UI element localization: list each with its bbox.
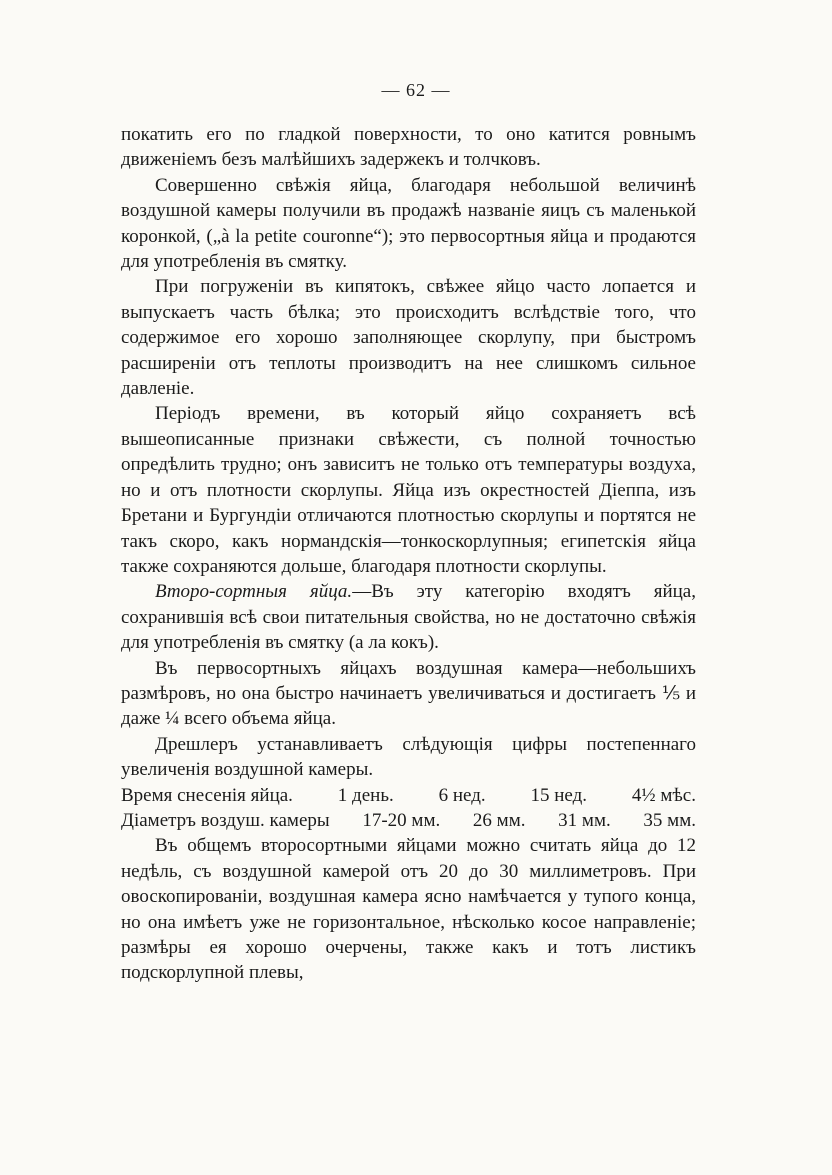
table-cell: 31 мм. [558,809,611,831]
table-cell: 26 мм. [472,809,526,831]
body-text [121,122,696,986]
paragraph-3: При погруженiи въ кипятокъ, свѣжее яйцо часто лопается и выпускаетъ часть бѣлка; это происходитъ вслѣдствiе того, что содержимое его хорошо заполняющее скорлупу, при быстромъ расширенiи отъ теплоты производитъ на нее слишкомъ сильное давленiе. [121,276,696,400]
table-cell: 17-20 мм. [362,809,441,831]
table-cell: Дiаметръ воздуш. камеры [121,809,330,831]
table-row-diameter [121,808,696,833]
paragraph-2: Совершенно свѣжiя яйца, благодаря небольшой величинѣ воздушной камеры получили въ продажѣ названiе яицъ съ маленькой коронкой, („à la petite couronne“); это первосортныя яйца и продаются для употребленiя въ смятку. [121,174,696,273]
paragraph-6: Въ первосортныхъ яйцахъ воздушная камера—небольшихъ размѣровъ, но она быстро начинаетъ увеличиваться и достигаетъ ⅕ и даже ¼ всего объема яйца. [121,657,696,730]
section-heading-second-grade: Второ-сортныя яйца. [155,581,353,603]
page-number: — 62 — [381,80,451,100]
table-cell: Время снесенiя яйца. [121,784,293,806]
paragraph-1: покатить его по гладкой поверхности, то оно катится ровнымъ движенiемъ безъ малѣйшихъ задержекъ и толчковъ. [121,124,696,171]
table-cell: 1 день. [337,784,394,806]
paragraph-4: Перiодъ времени, въ который яйцо сохраняетъ всѣ вышеописанные признаки свѣжести, съ полной точностью опредѣлить трудно; онъ зависитъ не только отъ температуры воздуха, но и отъ плотности скорлупы. Яйца изъ окрестностей Дiеппа, изъ Бретани и Бургундiи отличаются плотностью скорлупы и портятся не такъ скоро, какъ нормандскiя—тонкоскорлупныя; египетскiя яйца также сохраняются дольше, благодаря плотности скорлупы. [121,403,696,577]
table-row-time [121,783,696,808]
table-cell: 6 нед. [438,784,486,806]
paragraph-5 [121,579,696,655]
air-chamber-table [121,783,696,834]
paragraph-7: Дрешлеръ устанавливаетъ слѣдующiя цифры постепеннаго увеличенiя воздушной камеры. [121,733,696,781]
paragraph-8: Въ общемъ второсортными яйцами можно считать яйца до 12 недѣль, съ воздушной камерой отъ 20 до 30 миллиметровъ. При овоскопированiи, воздушная камера ясно намѣчается у тупого конца, но она имѣетъ уже не горизонтальное, нѣсколько косое направленiе; размѣры ея хорошо очерчены, также какъ и тотъ листикъ подскорлупной плевы, [121,835,696,984]
paragraph-5-text: —Въ эту категорiю входятъ яйца, сохранившiя всѣ свои питательныя свойства, но не достаточно свѣжiя для употребленiя въ смятку (а ла кокъ). [121,581,696,654]
table-cell: 4½ мѣс. [631,784,696,806]
table-cell: 15 нед. [530,784,588,806]
table-cell: 35 мм. [643,809,696,831]
